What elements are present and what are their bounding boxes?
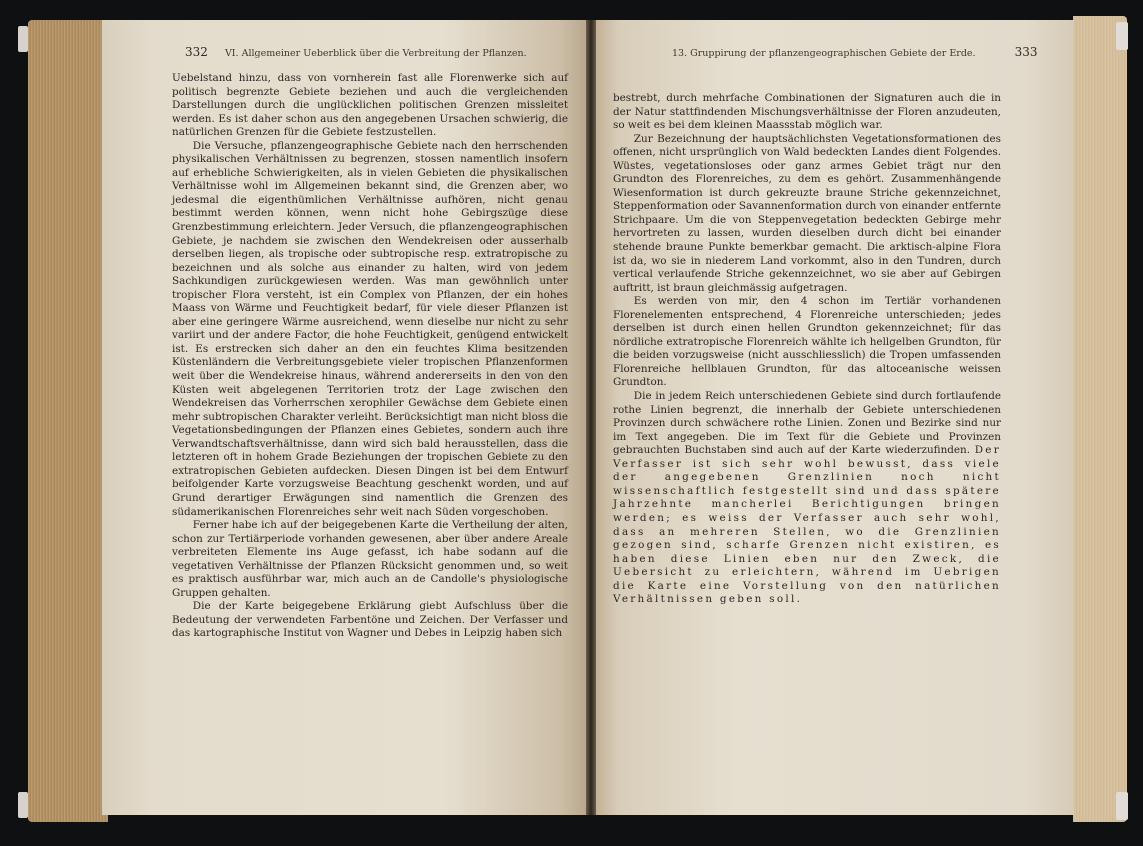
right-text-column [613, 92, 1001, 607]
left-paragraph-2: Die Versuche, pflanzengeographische Gebiete nach den herrschenden physikalischen Verhältnissen zu begrenzen, stossen namentlich insofern auf erhebliche Schwierigkeiten, als in vielen Gebieten die physikalischen Verhältnisse wohl im Allgemeinen bekannt sind, die Grenzen aber, wo jedesmal die eigenthümlichen Verhältnisse aufhören, nicht genau bestimmt werden können, wenn nicht hohe Gebirgszüge diese Grenzbestimmung erleichtern. Jeder Versuch, die pflanzengeographischen Gebiete, je nachdem sie zwischen den Wendekreisen oder ausserhalb derselben liegen, als tropische oder subtropische resp. extratropische zu bezeichnen und als solche aus einander zu halten, wird von jedem Sachkundigen zurückgewiesen werden. Was man gewöhnlich unter tropischer Flora versteht, ist ein Complex von Pflanzen, der ein hohes Maass von Wärme und Feuchtigkeit bedarf, für viele dieser Pflanzen ist aber eine geringere Wärme ausreichend, wenn dieselbe nur nicht zu sehr variirt und der andere Factor, die hohe Feuchtigkeit, genügend entwickelt ist. Es erstrecken sich daher an den ein feuchtes Klima besitzenden Küstenländern die Verbreitungsgebiete vieler tropischen Pflanzenformen weit über die Wendekreise hinaus, während andererseits in den von den Küsten weit abgelegenen Territorien trotz der Lage zwischen den Wendekreisen das Vorherrschen xerophiler Gewächse dem Gebiete einen mehr subtropischen Charakter verleiht. Berücksichtigt man nicht bloss die Vegetationsbedingungen der Pflanzen eines Gebietes, sondern auch ihre Verwandtschaftsverhältnisse, dann wird sich bald herausstellen, dass die letzteren oft in hohem Grade Beziehungen der tropischen Gebiete zu den extratropischen Gebieten aufdecken. Diesen Dingen ist bei dem Entwurf beifolgender Karte vorzugsweise Beachtung geschenkt worden, und auf Grund derartiger Erwägungen sind namentlich die Grenzen des südamerikanischen Florenreiches sehr weit nach Süden vorgeschoben. [172, 139, 568, 518]
left-page-number: 332 [185, 45, 208, 59]
right-running-head-title: 13. Gruppirung der pflanzengeographischen Gebiete der Erde. [672, 48, 976, 59]
right-paragraph-4 [613, 390, 1001, 607]
left-paragraph-4: Die der Karte beigegebene Erklärung giebt Aufschluss über die Bedeutung der verwendeten Farbentöne und Zeichen. Der Verfasser und das kartographische Institut von Wagner und Debes in Leipzig haben sich [172, 600, 568, 640]
left-page-edge [28, 20, 108, 822]
right-paragraph-1: bestrebt, durch mehrfache Combinationen der Signaturen auch die in der Natur stattfindenden Mischungsverhältnisse der Floren anzudeuten, so weit es bei dem kleinen Maassstab möglich war. [613, 92, 1001, 132]
right-clip-top [1116, 22, 1128, 50]
right-running-head [672, 45, 1038, 59]
left-paragraph-3: Ferner habe ich auf der beigegebenen Karte die Vertheilung der alten, schon zur Tertiärperiode vorhanden gewesenen, aber über andere Areale verbreiteten Elemente ins Auge gefasst, ich habe sodann auf die vegetativen Verhältnisse der Pflanzen Rücksicht genommen und, so weit es praktisch ausführbar war, mich auch an de Candolle's physiologische Gruppen gehalten. [172, 519, 568, 599]
left-text-column [172, 72, 568, 641]
left-clip-bottom [18, 792, 28, 818]
spaced-sentence: Der Verfasser ist sich sehr wohl bewusst, dass viele der angegebenen Grenzlinien noch nicht wissenschaftlich festgestellt sind und dass spätere Jahrzehnte mancherlei Berichtigungen bringen werden; es weiss der Verfasser auch sehr wohl, dass an mehreren Stellen, wo die Grenzlinien gezogen sind, scharfe Grenzen nicht existiren, es haben diese Linien eben nur den Zweck, die Uebersicht zu erleichtern, während im Uebrigen die Karte eine Vorstellung von den natürlichen Verhältnissen geben soll. [613, 444, 1001, 606]
left-paragraph-1: Uebelstand hinzu, dass von vornherein fast alle Florenwerke sich auf politisch begrenzte Gebiete beziehen und auch die vergleichenden Darstellungen durch die unglücklichen politischen Grenzen missleitet werden. Es ist daher schon aus den angegebenen Ursachen schwierig, die natürlichen Grenzen für die Gebiete festzustellen. [172, 72, 568, 139]
right-page-edge [1073, 16, 1127, 822]
left-running-head [185, 45, 527, 59]
left-clip-top [18, 26, 28, 52]
left-running-head-title: VI. Allgemeiner Ueberblick über die Verbreitung der Pflanzen. [224, 48, 527, 59]
right-paragraph-2: Zur Bezeichnung der hauptsächlichsten Vegetationsformationen des offenen, nicht ursprünglich von Wald bedeckten Landes dient Folgendes. Wüstes, vegetationsloses oder ganz armes Gebiet trägt nur den Grundton des Florenreiches, zu dem es gehört. Zusammenhängende Wiesenformation ist durch gekreuzte braune Striche gekennzeichnet, Steppenformation oder Savannenformation durch von einander entfernte Strichpaare. Um die von Steppenvegetation bedeckten Gebirge mehr hervortreten zu lassen, wurden dieselben durch dicht bei einander stehende braune Punkte bemerkbar gemacht. Die arktisch-alpine Flora ist da, wo sie in niederem Land vorkommt, also in den Tundren, durch vertical verlaufende Striche gekennzeichnet, wo sie aber auf Gebirgen auftritt, ist braun gleichmässig aufgetragen. [613, 132, 1001, 294]
right-page-number: 333 [1014, 45, 1038, 59]
book-gutter [586, 20, 596, 815]
right-paragraph-3: Es werden von mir, den 4 schon im Tertiär vorhandenen Florenelementen entsprechend, 4 Florenreiche unterschieden; jedes derselben ist durch einen hellen Grundton gekennzeichnet; für das nördliche extratropische Florenreich wählte ich hellgelben Grundton, für die beiden vorzugsweise (nicht ausschliesslich) die Tropen umfassenden Florenreiche hellblauen Grundton, für das altoceanische weissen Grundton. [613, 295, 1001, 389]
right-paragraph-4-text: Die in jedem Reich unterschiedenen Gebiete sind durch fortlaufende rothe Linien begrenzt, die innerhalb der Gebiete unterschiedenen Provinzen durch schwächere rothe Linien. Zonen und Bezirke sind nur im Text angegeben. Die im Text für die Gebiete und Provinzen gebrauchten Buchstaben sind auch auf der Karte wiederzufinden. [613, 390, 1001, 457]
right-clip-bottom [1116, 792, 1128, 820]
